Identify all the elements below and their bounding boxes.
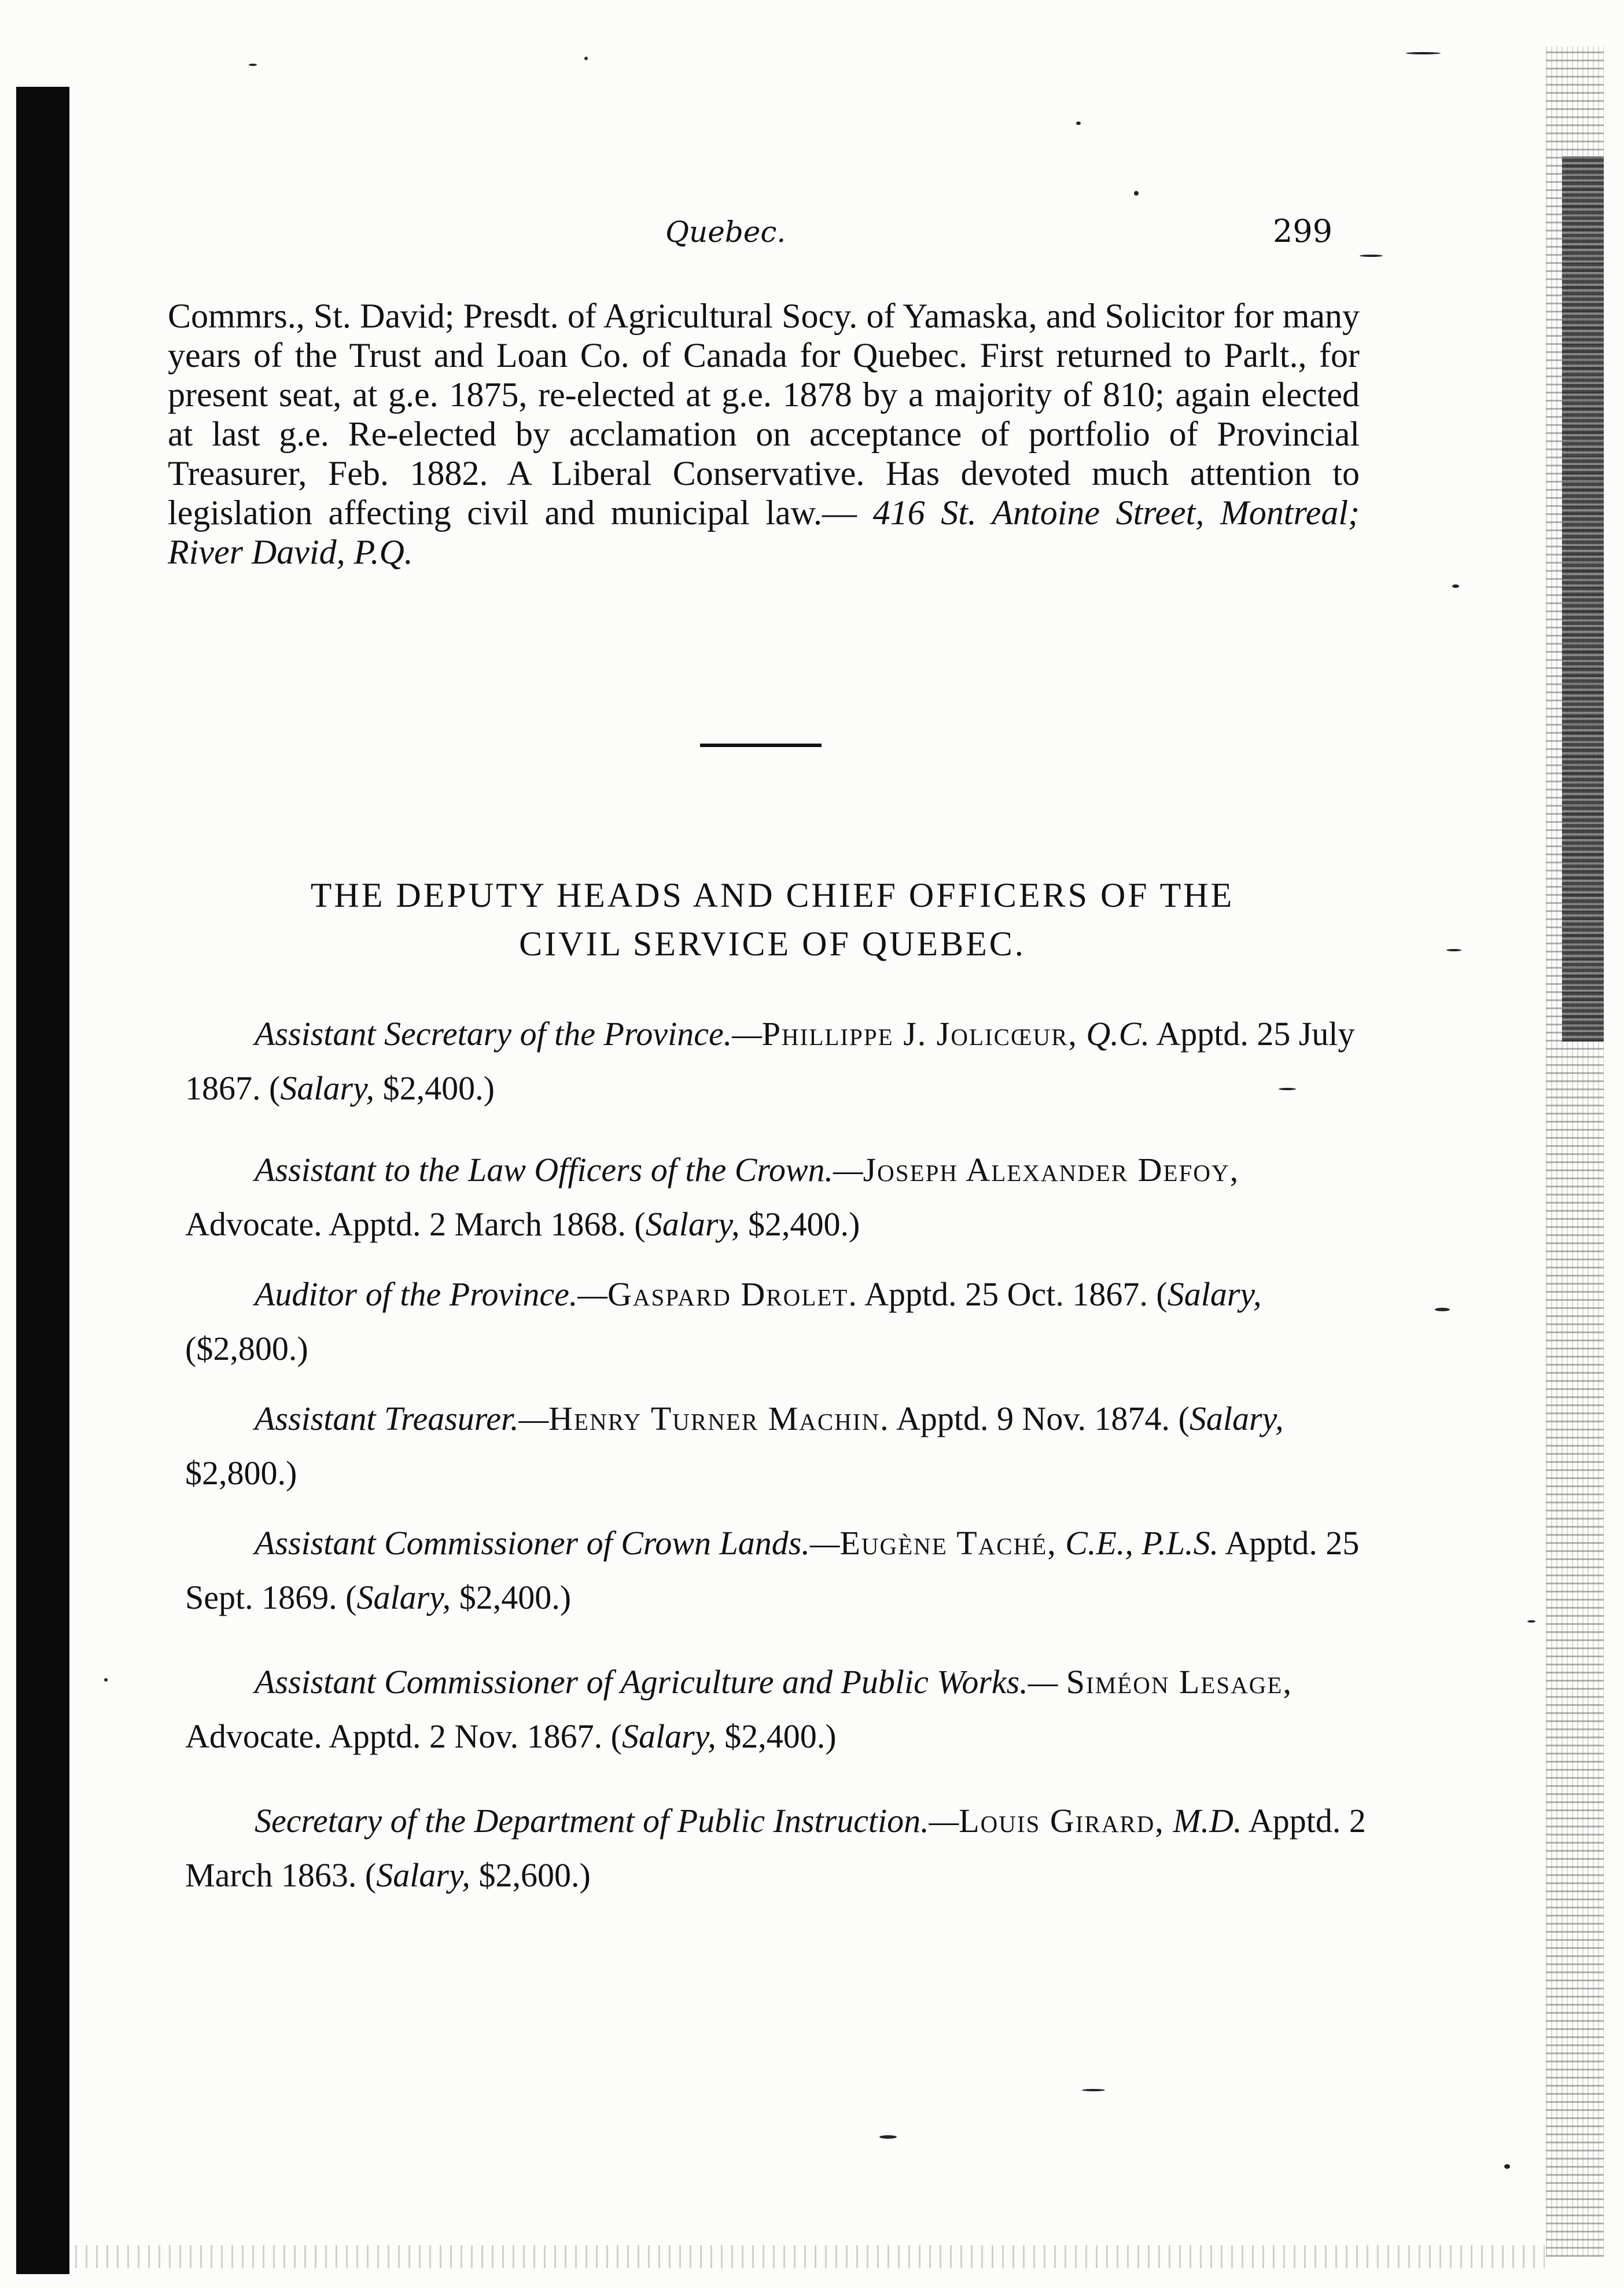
appointment-date: Apptd. 25 Sept. 1869. bbox=[185, 1524, 1360, 1616]
office-title: Assistant to the Law Officers of the Crown.— bbox=[255, 1151, 863, 1189]
salary-amount: ($2,800. bbox=[185, 1330, 297, 1367]
officer-qualification: C.E., P.L.S. bbox=[1065, 1524, 1219, 1562]
officer-entry: Auditor of the Province.—Gaspard Drolet. Apptd. 25 Oct. 1867. (Salary, ($2,800.) bbox=[185, 1275, 1262, 1367]
officer-name: Eugène Taché, bbox=[839, 1524, 1057, 1562]
scan-speck bbox=[1082, 2089, 1105, 2091]
section-title bbox=[168, 871, 1377, 968]
office-title: Assistant Treasurer.— bbox=[255, 1400, 549, 1437]
scan-speck bbox=[879, 2135, 897, 2139]
salary-amount: $2,400. bbox=[459, 1579, 560, 1616]
biography-address: 416 St. Antoine Street, Montreal; River David, P.Q. bbox=[168, 494, 1360, 571]
officer-name: Siméon Lesage, bbox=[1066, 1663, 1292, 1701]
appointment-date: Apptd. 9 Nov. 1874. bbox=[896, 1400, 1170, 1437]
salary-label: Salary, bbox=[280, 1069, 375, 1107]
scan-speck bbox=[1435, 1308, 1450, 1311]
scan-speck bbox=[1446, 949, 1461, 951]
officer-qualification: Q.C. bbox=[1086, 1015, 1150, 1053]
salary-amount: $2,800. bbox=[185, 1454, 286, 1492]
salary-label: Salary, bbox=[645, 1205, 740, 1243]
scan-speck bbox=[1134, 191, 1139, 196]
officer-entry: Secretary of the Department of Public Instruction.—Louis Girard, M.D. Apptd. 2 March 1863. (Salary, $2,600.) bbox=[185, 1802, 1366, 1894]
scan-speck bbox=[1452, 584, 1459, 588]
binding-shadow bbox=[1562, 156, 1604, 1042]
scan-speck bbox=[1279, 1088, 1296, 1090]
officer-name: Henry Turner Machin. bbox=[548, 1400, 890, 1437]
appointment-date: Apptd. 2 March 1868. bbox=[329, 1205, 626, 1243]
salary-label: Salary, bbox=[1167, 1275, 1262, 1313]
salary-amount: $2,400. bbox=[747, 1205, 849, 1243]
salary-label: Salary, bbox=[376, 1856, 470, 1894]
salary-label: Salary, bbox=[1189, 1400, 1284, 1437]
section-title-line-2: CIVIL SERVICE OF QUEBEC. bbox=[519, 925, 1026, 963]
officer-name: Joseph Alexander Defoy, bbox=[863, 1151, 1240, 1189]
officer-name: Louis Girard, bbox=[959, 1802, 1165, 1840]
officer-entry: Assistant Commissioner of Agriculture and Public Works.— Siméon Lesage, Advocate. Apptd. 2 Nov. 1867. (Salary, $2,400.) bbox=[185, 1663, 1292, 1755]
biography-text: Commrs., St. David; Presdt. of Agricultural Socy. of Yamaska, and Solicitor for many years of the Trust and Loan Co. of Canada for Quebec. First returned to Parlt., for present seat, at g.e. 1875, re-elected at g.e. 1878 by a majority of 810; again elected at last g.e. Re-elected by acclamation on acceptance of portfolio of Provincial Treasurer, Feb. 1882. A Liberal Conservative. Has devoted much attention to legislation affecting civil and municipal law.— bbox=[168, 297, 1360, 532]
officer-name: Phillippe J. Jolicœur, bbox=[761, 1015, 1078, 1053]
officer-name: Gaspard Drolet. bbox=[607, 1275, 858, 1313]
scan-speck bbox=[1406, 52, 1441, 54]
scan-speck bbox=[584, 57, 588, 60]
scan-speck bbox=[1504, 2164, 1510, 2169]
officer-qualification: M.D. bbox=[1173, 1802, 1242, 1840]
appointment-date: Apptd. 2 March 1863. bbox=[185, 1802, 1366, 1894]
running-head: Quebec. bbox=[665, 215, 786, 249]
scan-speck bbox=[104, 1678, 108, 1682]
salary-amount: $2,600. bbox=[478, 1856, 580, 1894]
salary-label: Salary, bbox=[356, 1579, 451, 1616]
office-title: Assistant Commissioner of Crown Lands.— bbox=[255, 1524, 840, 1562]
office-title: Assistant Secretary of the Province.— bbox=[255, 1015, 762, 1053]
officer-entry: Assistant Secretary of the Province.—Phillippe J. Jolicœur, Q.C. Apptd. 25 July 1867. (Salary, $2,400.) bbox=[185, 1015, 1355, 1107]
officer-entry: Assistant to the Law Officers of the Crown.—Joseph Alexander Defoy, Advocate. Apptd. 2 March 1868. (Salary, $2,400.) bbox=[185, 1151, 1240, 1243]
scan-speck bbox=[249, 64, 257, 66]
officer-qualification: Advocate. bbox=[185, 1205, 322, 1243]
section-title-line-1: THE DEPUTY HEADS AND CHIEF OFFICERS OF THE bbox=[310, 876, 1235, 914]
salary-label: Salary, bbox=[622, 1717, 716, 1755]
section-divider bbox=[700, 744, 822, 747]
scan-speck bbox=[1076, 122, 1081, 125]
salary-amount: $2,400. bbox=[382, 1069, 484, 1107]
officer-entry: Assistant Treasurer.—Henry Turner Machin. Apptd. 9 Nov. 1874. (Salary, $2,800.) bbox=[185, 1400, 1284, 1492]
office-title: Secretary of the Department of Public Instruction.— bbox=[255, 1802, 959, 1840]
officer-qualification: Advocate. bbox=[185, 1717, 322, 1755]
appointment-date: Apptd. 25 Oct. 1867. bbox=[864, 1275, 1148, 1313]
scan-edge-left bbox=[16, 87, 69, 2274]
salary-amount: $2,400. bbox=[724, 1717, 826, 1755]
office-title: Auditor of the Province.— bbox=[255, 1275, 607, 1313]
office-title: Assistant Commissioner of Agriculture and Public Works.— bbox=[255, 1663, 1058, 1701]
scan-speck bbox=[1360, 255, 1383, 257]
appointment-date: Apptd. 2 Nov. 1867. bbox=[329, 1717, 603, 1755]
appointment-date: Apptd. 25 July 1867. bbox=[185, 1015, 1355, 1107]
scan-edge-bottom bbox=[75, 2245, 1545, 2268]
biography-paragraph bbox=[168, 296, 1360, 572]
scan-speck bbox=[1527, 1620, 1535, 1623]
officer-entry: Assistant Commissioner of Crown Lands.—Eugène Taché, C.E., P.L.S. Apptd. 25 Sept. 1869. (Salary, $2,400.) bbox=[185, 1524, 1360, 1616]
page-number: 299 bbox=[1273, 213, 1333, 249]
